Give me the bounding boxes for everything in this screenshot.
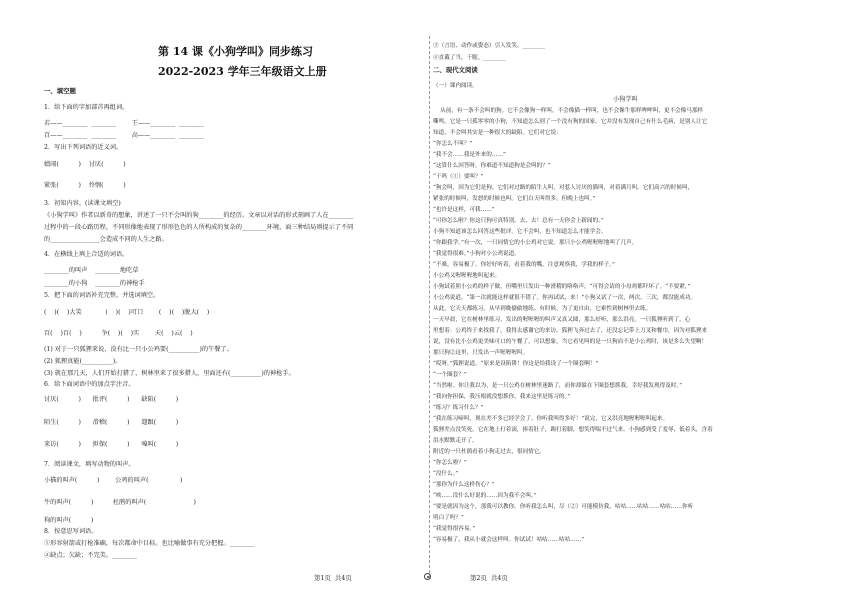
passage-line: “那你为什么这样伤心？”: [433, 482, 495, 488]
column-divider: [429, 36, 430, 578]
title-grade: 2022-2023 学年三年级语文上册: [158, 65, 327, 78]
answer-line: 若——________ ________ 王——________ ________: [44, 120, 204, 127]
passage-line: “我觉得很难。”小狗对小公鸡说道。: [433, 251, 520, 257]
passage-line: 嘶鸣。它是一只孤零零的小狗，不知道怎么到了一个没有狗的国家。它并没有发现自己有什么毛病，是别人让它: [433, 119, 708, 125]
passage-line: “我觉得很容易。”: [433, 526, 476, 532]
question-text: 《小狗学叫》作者以新奇的想象，讲述了一只不会叫的狗________的经历。文章以对话的形式刻画了人在________: [44, 212, 354, 219]
answer-line: 百——________ ________ 高——________ ________: [44, 132, 204, 139]
answer-line: ________的叫声 ________地吃草: [44, 267, 139, 274]
passage-line: “这算什么回答呀。你难道不知道狗是会叫的？”: [433, 163, 551, 169]
passage-line: “你怎么不叫？”: [433, 141, 473, 147]
passage-line: 一天早晨，它在树林里练习，发出的喔喔喔的叫声又真又圆，那么好听，那么洪亮。一只狐狸听到了，心: [433, 317, 691, 323]
sub-question: ②缺点；欠缺；不完美。________: [44, 552, 137, 559]
section-reading-heading: 二、现代文阅读: [433, 66, 478, 74]
answer-line: 来访( ) 担保( ) 嗓叫( ): [44, 441, 179, 448]
answer-line: 讨厌( ) 批评( ) 缺陷( ): [44, 396, 179, 403]
passage-line: “干吗（①）要叫？”: [433, 174, 484, 180]
passage-line: 里想着：公鸡终于来找我了，我得去感谢它的来访。狐狸飞奔过去了，还没忘记带上刀叉和餐巾，因为对狐狸来: [433, 328, 708, 334]
section-fill-heading: 一、填空题: [44, 87, 76, 95]
passage-line: “我不会……我是外来的……”: [433, 152, 506, 158]
passage-line: 小公鸡又喔喔喔地叫起来。: [433, 273, 501, 279]
sub-question: ③（言语、动作或姿态）引人发笑。________: [433, 43, 545, 49]
passage-line: “也许是这样，可我……”: [433, 207, 495, 213]
passage-line: 泪水默默走开了。: [433, 438, 478, 444]
passage-line: “不难，容易极了。你好好听着，看着我的嘴，注意观察我，学我的样子。”: [433, 262, 615, 268]
question-text: 过程中的一段心路历程，不同形像地表现了形形色色的人所构成的复杂的________环境，面三种结局则提示了不同: [44, 224, 354, 231]
question-2: 2．写出下列词语的近义词。: [44, 144, 123, 151]
question-4: 4．在横线上填上合适的词语。: [44, 251, 129, 258]
question-1: 1．给下面的字加部首再组词。: [44, 104, 129, 111]
page-number-left: 第1页 共4页: [314, 574, 352, 582]
passage-line: “你跟我学。”有一次，一只同情它的小公鸡对它说。那只小公鸡喔喔喔地叫了几声。: [433, 240, 638, 246]
passage-line: 小公鸡说道，“第一次就能这样就很不错了。你再试试，来！”小狗又试了一次，两次，三次，都没能成功。: [433, 295, 697, 301]
answer-line: 陌生( ) 滑稽( ) 遛跟( ): [44, 419, 179, 426]
answer-line: 紧张( ) 怜悯( ): [44, 182, 126, 189]
passage-line: “当然啦。你让我以为，是一只公鸡在树林里迷路了，而你却躲在下圈套想抓我。幸好我发现得及时。”: [433, 383, 683, 389]
passage-line: “唉……没什么好说的……因为我不会叫。”: [433, 493, 537, 499]
passage-line: 紧张的时候叫，发怒的时候也叫。它们白天叫得多，但晚上也叫。”: [433, 196, 596, 202]
passage-line: 从前，有一条不会叫的狗。它不会像狗一样叫，不会像猫一样叫，也不会像牛那样哞哞叫，更不会像马那样: [433, 108, 704, 114]
passage-line: “要是就因为这个，那我可以教你。你听我怎么叫，尽（②）可能模仿我，咕咕……咕咕……咕咕……你听: [433, 504, 694, 510]
passage-line: 从此，它天天都练习，从早到晚偷偷地练。有时候，为了更自由，它索性到树林里去练。: [433, 306, 652, 312]
passage-line: 附近的一只杜鹃看着小狗走过去，很同情它。: [433, 449, 545, 455]
page-number-right: 第2页 共4页: [470, 574, 508, 582]
question-5: 5．把下面的词语补充完整，并选词填空。: [44, 292, 160, 299]
passage-line: 明白了吗？”: [433, 515, 464, 521]
question-8: 8．按意思写词语。: [44, 528, 98, 535]
passage-title: 小狗学叫: [613, 96, 638, 103]
passage-line: “狗会叫，因为它们是狗。它们对过路的陌生人叫，对惹人讨厌的猫叫，对着满月叫。它们高兴的时候叫，: [433, 185, 694, 191]
title-main: 第 14 课《小狗学叫》同步练习: [158, 45, 313, 58]
passage-line: “我在练习啼叫，现在差不多已经学会了。你听我叫得多好！”说完，它又洪亮地喔喔喔叫起来。: [433, 416, 669, 422]
question-text: 的________________会造成不同的人生之路。: [44, 236, 168, 243]
question-6: 6．给下面词语中的加点字注音。: [44, 381, 135, 388]
answer-line: 狗的叫声( ): [44, 517, 94, 524]
binding-mark-icon: [424, 573, 431, 580]
passage-line: “练习？练习什么？”: [433, 405, 484, 411]
passage-line: “哎呀，”狐狸说道，“原来是设陷阱！你这是给我设了一个圈套啊！”: [433, 361, 599, 367]
passage-line: “一个圈套？”: [433, 372, 467, 378]
passage-line: 小狗试着照小公鸡的样子做，但嘴里只发出一种滑稽的咯咯声，“可得会请的小母鸡都吓坏了。“不要紧，”: [433, 284, 691, 290]
passage-line: 那只狗②这里，只发出一声喔喔喔叫。: [433, 350, 529, 356]
reading-subheading: （一）课内阅读。: [433, 83, 478, 89]
answer-line: 小猫的叫声( ) 公鸡的叫声( ): [44, 477, 183, 484]
answer-line: 百( )百( ) 争( )( )实 天( )云( ): [44, 330, 193, 337]
sub-question: (1) 对于一只狐狸来说，没有比一只小公鸡要(__________)的午餐了。: [44, 346, 233, 353]
sub-question: ①形容射箭或打枪准确，每次都命中目标。也比喻做事有充分把握。________: [44, 540, 255, 547]
sub-question: ④直截了当，干脆。________: [433, 55, 506, 61]
passage-line: 小狗不知道该怎么回答这些批评。它不会叫，也不知道怎么才能学会。: [433, 229, 607, 235]
answer-line: 嬉闹( ) 讨厌( ): [44, 161, 126, 168]
passage-line: 狐狸差点没笑死。它在地上打着滚，捧着肚子，踢打着脚，想笑得喘不过气来。小狗感到受了羞辱，低着头，含着: [433, 427, 713, 433]
passage-line: 知道，不会叫其实是一种很大的缺陷。它们对它说：: [433, 130, 562, 136]
sub-question: (2) 狐狸真能(__________)。: [44, 358, 122, 365]
passage-line: “没什么。”: [433, 471, 459, 477]
passage-line: 说，没有比小公鸡更美味可口的午餐了。可以想象，当它看见叫的是一只狗而不是小公鸡时，该是多么失望啊！: [433, 339, 708, 345]
sub-question: (3) 就在那几天，人们开始打猎了，树林里来了很多猎人，里面还有(__________)的神枪手。: [44, 370, 295, 377]
passage-line: “容易极了，我从小就会这样叫。你试试！咕咕……咕咕……”: [433, 537, 585, 543]
question-7: 7．阅读课文，填写动物的叫声。: [44, 461, 135, 468]
answer-line: ( )( )大笑 ( )( )可口 ( )( )脱大( ): [44, 309, 210, 316]
passage-line: “你怎么啦？”: [433, 460, 467, 466]
answer-line: ________的小狗 ________的神枪手: [44, 280, 145, 287]
passage-line: “我向你担保，我压根就没想抓你，我来这里是练习的。”: [433, 394, 571, 400]
answer-line: 牛的叫声( ) 杜鹃的叫声( ): [44, 499, 196, 506]
question-3: 3．初知内容。(读课文填空): [44, 200, 121, 207]
passage-line: “可你怎么啦？你这只狗可真特别，去，去！总有一天你会上新闻的。”: [433, 218, 604, 224]
